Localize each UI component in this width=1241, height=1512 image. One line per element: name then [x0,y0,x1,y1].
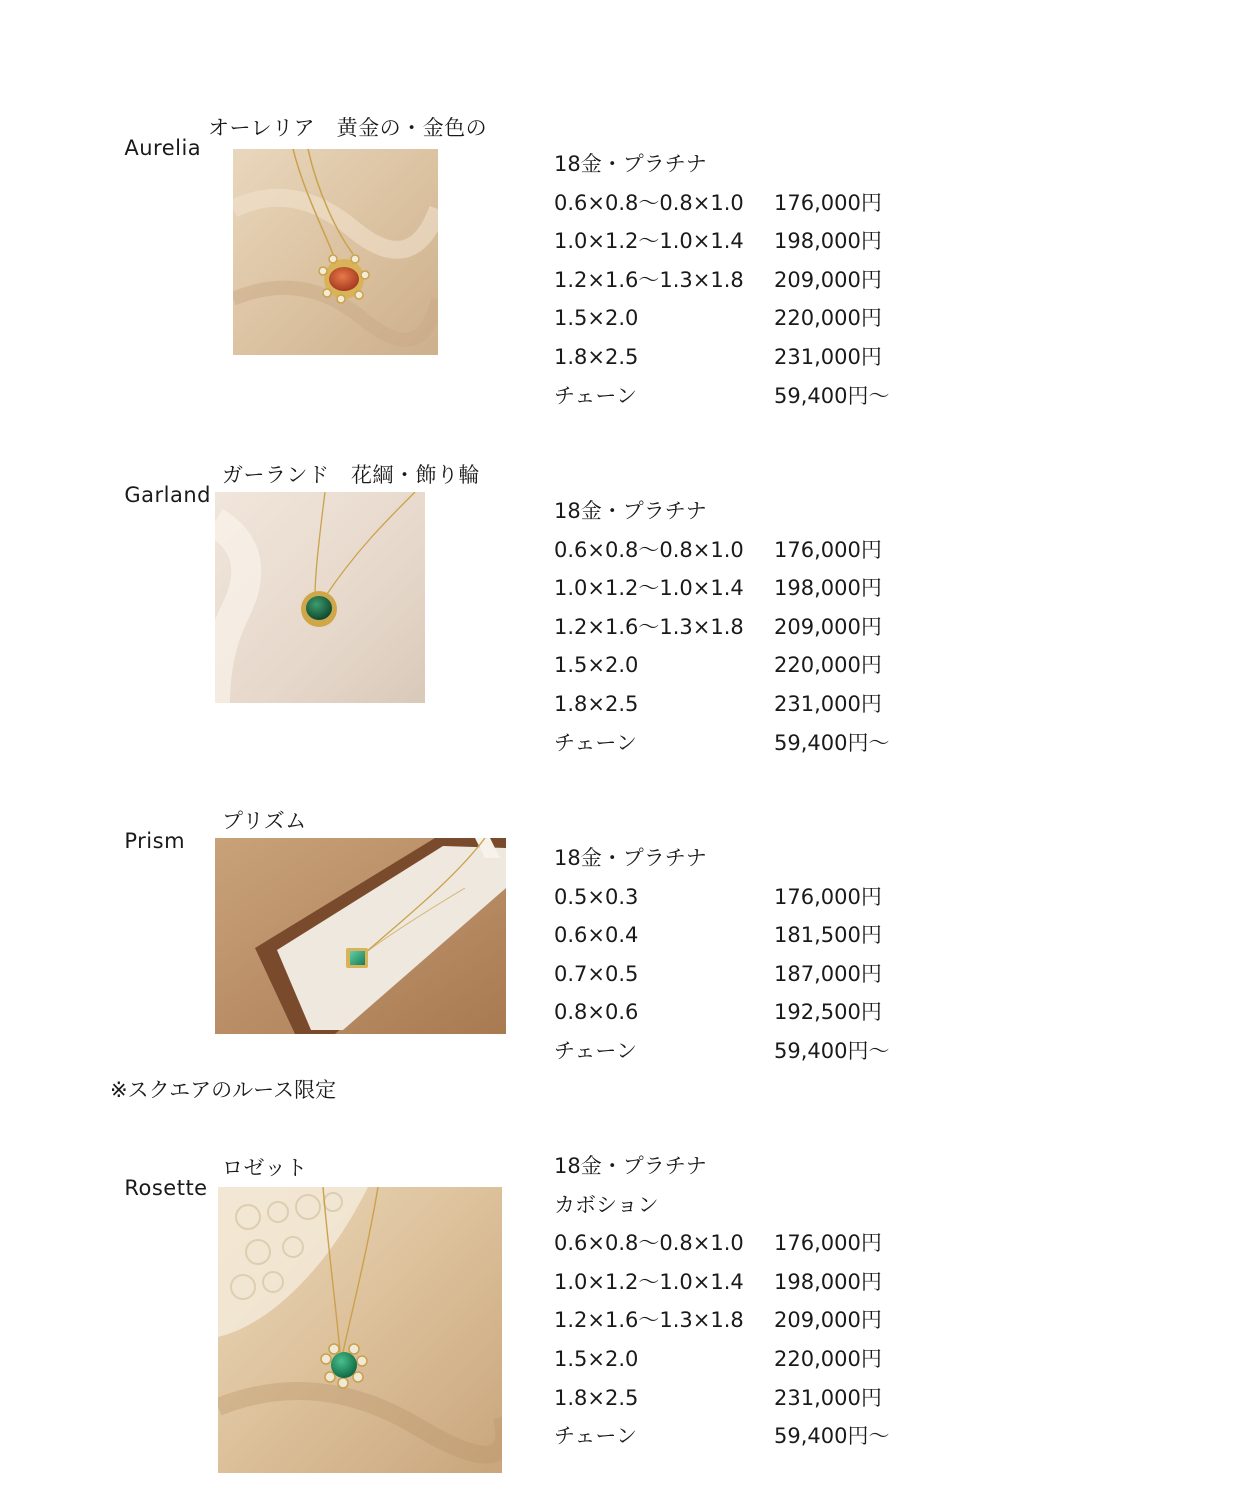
chain-label: チェーン [554,1038,637,1063]
price: 176,000円 [774,190,882,215]
material-text: 18金・プラチナ [554,152,707,176]
price: 231,000円 [774,691,882,716]
price: 198,000円 [774,1269,882,1294]
price: 181,500円 [774,923,882,948]
stone-size: 1.5×2.0 [554,1346,639,1371]
stone-size: 0.6×0.8〜0.8×1.0 [554,190,744,215]
chain-label: チェーン [554,1424,637,1449]
stone-size: 1.5×2.0 [554,653,639,678]
stone-size: 1.8×2.5 [554,1385,639,1410]
price: 209,000円 [774,267,882,292]
subtype-text: カボション [554,1192,659,1217]
price: 220,000円 [774,1346,882,1371]
product-photo-garland [215,492,425,703]
stone-size: 1.0×1.2〜1.0×1.4 [554,576,744,601]
stone-size: 0.6×0.4 [554,923,639,948]
price: 187,000円 [774,961,882,986]
product-kana-meaning: ロゼット [222,1156,308,1180]
chain-price: 59,400円〜 [774,1424,890,1449]
stone-size: 1.8×2.5 [554,344,639,369]
product-name: Aurelia [124,136,202,160]
price: 220,000円 [774,653,882,678]
price: 176,000円 [774,884,882,909]
stone-size: 0.8×0.6 [554,1000,639,1025]
product-name: Garland [124,483,211,507]
product-kana-meaning: ガーランド 花綱・飾り輪 [222,463,480,487]
chain-price: 59,400円〜 [774,383,890,408]
product-name: Prism [124,829,186,853]
stone-size: 1.8×2.5 [554,691,639,716]
price: 209,000円 [774,614,882,639]
stone-size: 1.5×2.0 [554,306,639,331]
price: 231,000円 [774,344,882,369]
chain-price: 59,400円〜 [774,730,890,755]
price: 209,000円 [774,1308,882,1333]
product-note-prism: ※スクエアのルース限定 [110,1078,337,1102]
chain-label: チェーン [554,730,637,755]
price: 176,000円 [774,537,882,562]
stone-size: 0.6×0.8〜0.8×1.0 [554,1231,744,1256]
stone-size: 1.2×1.6〜1.3×1.8 [554,267,744,292]
price: 198,000円 [774,229,882,254]
stone-size: 1.0×1.2〜1.0×1.4 [554,229,744,254]
chain-price: 59,400円〜 [774,1038,890,1063]
product-title-aurelia [110,112,488,160]
material-text: 18金・プラチナ [554,499,707,523]
price: 176,000円 [774,1231,882,1256]
price: 198,000円 [774,576,882,601]
price: 192,500円 [774,1000,882,1025]
stone-size: 1.2×1.6〜1.3×1.8 [554,1308,744,1333]
stone-size: 0.5×0.3 [554,884,639,909]
stone-size: 1.0×1.2〜1.0×1.4 [554,1269,744,1294]
product-title-rosette [110,1152,308,1200]
material-text: 18金・プラチナ [554,1154,707,1178]
product-photo-rosette [218,1187,502,1473]
stone-size: 1.2×1.6〜1.3×1.8 [554,614,744,639]
chain-label: チェーン [554,383,637,408]
stone-size: 0.6×0.8〜0.8×1.0 [554,537,744,562]
product-name: Rosette [124,1176,208,1200]
product-title-prism [110,805,307,853]
price: 231,000円 [774,1385,882,1410]
price: 220,000円 [774,306,882,331]
product-kana-meaning: オーレリア 黄金の・金色の [208,116,488,140]
product-title-garland [110,459,480,507]
product-kana-meaning: プリズム [222,809,307,833]
material-text: 18金・プラチナ [554,846,707,870]
product-photo-prism [215,838,506,1034]
product-photo-aurelia [233,149,438,355]
stone-size: 0.7×0.5 [554,961,639,986]
